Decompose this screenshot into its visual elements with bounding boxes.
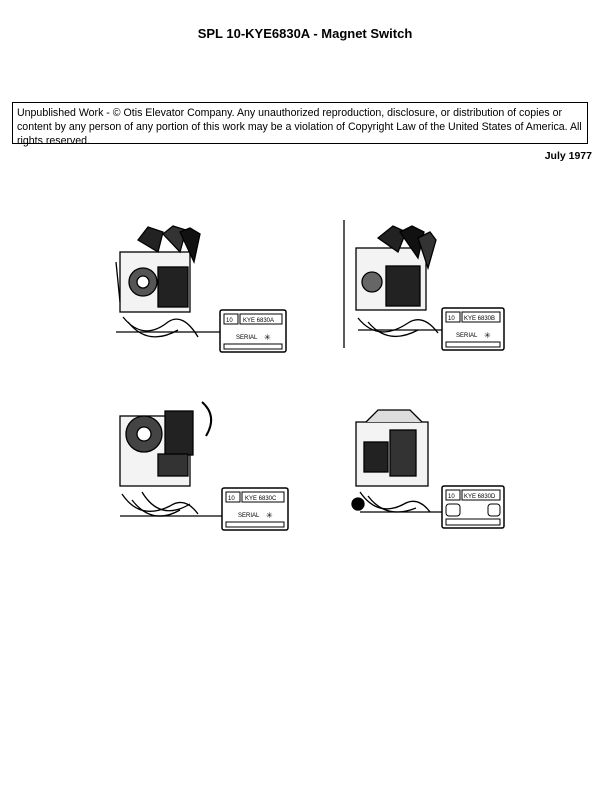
serial-tag-c [222,488,288,530]
magnet-switch-illustration-d [338,400,508,532]
serial-label: SERIAL [238,513,260,519]
serial-tag-a [220,310,286,352]
tag-code: KYE 6830A [243,318,275,324]
tag-code: KYE 6830C [245,496,277,502]
document-date: July 1977 [544,150,592,162]
serial-tag-d [442,486,504,528]
star-mark: ✳ [484,331,491,340]
serial-tag-b [442,308,504,350]
switch-sketch-a [116,226,220,337]
magnet-switch-illustration-b [338,218,508,354]
star-mark: ✳ [266,511,273,520]
serial-label: SERIAL [236,335,258,341]
tag-code: KYE 6830B [464,316,496,322]
copyright-notice: Unpublished Work - © Otis Elevator Company. Any unauthorized reproduction, disclosure, or distribution of copies or content by any person of any portion of this work may be a violation of Copyright Law of the United States of America. All rights reserved. [12,102,588,144]
serial-label: SERIAL [456,333,478,339]
tag-prefix: 10 [448,494,455,500]
tag-prefix: 10 [448,316,455,322]
tag-prefix: 10 [226,318,233,324]
switch-sketch-b [344,220,442,348]
switch-sketch-c [120,402,222,516]
tag-prefix: 10 [228,496,235,502]
magnet-switch-illustration-a [108,222,294,354]
switch-sketch-d [352,410,442,512]
page-title: SPL 10-KYE6830A - Magnet Switch [197,26,413,41]
star-mark: ✳ [264,333,271,342]
magnet-switch-illustration-c [110,396,296,532]
tag-code: KYE 6830D [464,494,496,500]
